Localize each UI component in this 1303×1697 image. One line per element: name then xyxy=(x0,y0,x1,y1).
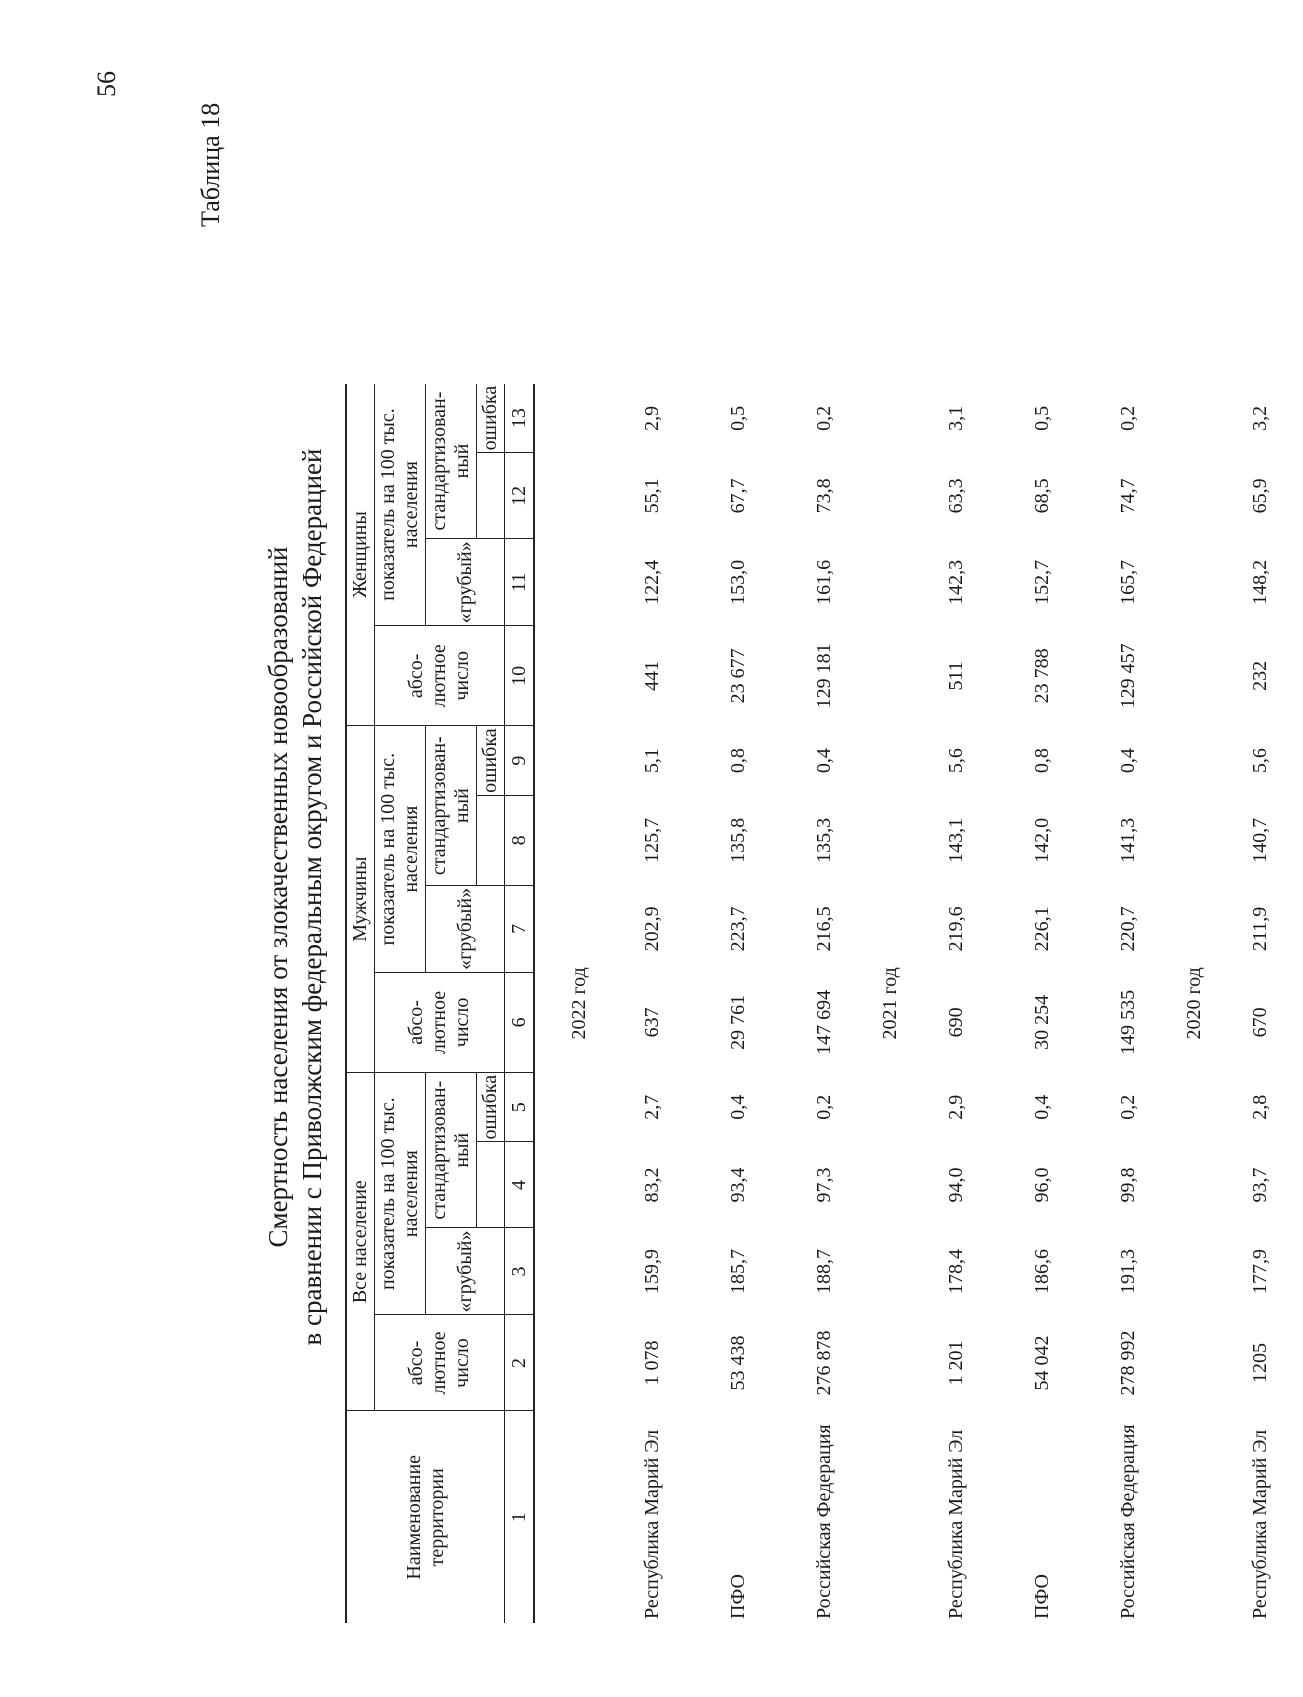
table-cell: 93,7 xyxy=(1248,1167,1271,1203)
column-number: 7 xyxy=(505,885,535,972)
table-cell: 0,2 xyxy=(1116,1094,1139,1120)
year-row xyxy=(1171,384,1217,1623)
table-cell: 0,5 xyxy=(726,405,749,431)
column-number: 1 xyxy=(505,1411,535,1623)
header-standardized: стандартизован- ный xyxy=(426,1072,477,1228)
table-cell: 211,9 xyxy=(1248,906,1271,952)
table-cell: 3,2 xyxy=(1248,405,1271,431)
table-cell: 177,9 xyxy=(1248,1249,1271,1294)
table-cell: 99,8 xyxy=(1116,1167,1139,1203)
table-cell: 30 254 xyxy=(1030,994,1053,1050)
table-cell: 147 694 xyxy=(812,989,835,1055)
territory-name: Республика Марий Эл xyxy=(1248,1429,1271,1619)
year-row xyxy=(867,384,913,1623)
table-row xyxy=(1085,384,1171,1623)
table-row xyxy=(781,384,867,1623)
table-label: Таблица 18 xyxy=(196,102,225,227)
table-cell: 93,4 xyxy=(726,1167,749,1203)
table-cell: 23 788 xyxy=(1030,648,1053,704)
territory-name: Российская Федерация xyxy=(812,1424,835,1619)
territory-name: Российская Федерация xyxy=(1116,1424,1139,1619)
table-cell: 3,1 xyxy=(944,405,967,431)
table-cell: 0,2 xyxy=(812,405,835,431)
header-absolute: абсо- лютное число xyxy=(375,972,505,1072)
header-error: ошибка xyxy=(477,726,505,796)
header-absolute: абсо- лютное число xyxy=(375,626,505,726)
table-title-line2: в сравнении с Приволжским федеральным округом и Российской Федерацией xyxy=(297,448,327,1346)
table-cell: 54 042 xyxy=(1030,1335,1053,1391)
table-cell: 74,7 xyxy=(1116,478,1139,514)
table-cell: 0,4 xyxy=(726,1094,749,1120)
table-cell: 135,8 xyxy=(726,817,749,863)
table-cell: 0,5 xyxy=(1030,405,1053,431)
table-cell: 0,8 xyxy=(726,748,749,774)
table-cell: 94,0 xyxy=(944,1167,967,1203)
table-cell: 159,9 xyxy=(640,1249,663,1294)
table-body xyxy=(534,384,1303,1623)
table-cell: 1 201 xyxy=(944,1340,967,1386)
header-blank xyxy=(477,453,505,539)
table-cell: 141,3 xyxy=(1116,817,1139,863)
column-number: 6 xyxy=(505,972,535,1072)
table-cell: 161,6 xyxy=(812,559,835,605)
table-cell: 29 761 xyxy=(726,994,749,1050)
table-cell: 140,7 xyxy=(1248,817,1271,863)
table-cell: 2,9 xyxy=(944,1094,967,1120)
header-standardized: стандартизован- ный xyxy=(426,384,477,539)
table-cell: 220,7 xyxy=(1116,906,1139,952)
column-number: 9 xyxy=(505,726,535,796)
header-group-men: Мужчины xyxy=(346,726,375,1073)
territory-name: Республика Марий Эл xyxy=(944,1429,967,1619)
territory-name: ПФО xyxy=(726,1574,749,1619)
table-cell: 68,5 xyxy=(1030,478,1053,514)
table-cell: 63,3 xyxy=(944,478,967,514)
table-cell: 2,7 xyxy=(640,1094,663,1120)
column-number: 11 xyxy=(505,539,535,626)
table-cell: 0,2 xyxy=(1116,405,1139,431)
table-cell: 153,0 xyxy=(726,559,749,605)
territory-name: Республика Марий Эл xyxy=(640,1429,663,1619)
table-cell: 191,3 xyxy=(1116,1249,1139,1294)
year-row xyxy=(534,384,609,1623)
table-title-line1: Смертность населения от злокачественных новообразований xyxy=(263,546,293,1248)
header-error: ошибка xyxy=(477,384,505,453)
table-cell: 670 xyxy=(1248,1007,1271,1038)
table-row xyxy=(609,384,695,1623)
table-cell: 142,0 xyxy=(1030,817,1053,863)
table-cell: 0,2 xyxy=(812,1094,835,1120)
table-cell: 149 535 xyxy=(1116,989,1139,1055)
table-cell: 97,3 xyxy=(812,1167,835,1203)
page-number: 56 xyxy=(92,71,121,97)
year-label: 2021 год xyxy=(878,967,901,1040)
table-cell: 278 992 xyxy=(1116,1330,1139,1396)
table-cell: 219,6 xyxy=(944,906,967,952)
table-cell: 23 677 xyxy=(726,648,749,704)
column-number: 10 xyxy=(505,626,535,726)
table-cell: 73,8 xyxy=(812,478,835,514)
table-cell: 142,3 xyxy=(944,559,967,605)
column-number: 12 xyxy=(505,453,535,539)
header-blank xyxy=(477,795,505,885)
column-number: 5 xyxy=(505,1072,535,1142)
header-error: ошибка xyxy=(477,1072,505,1142)
table-cell: 276 878 xyxy=(812,1330,835,1396)
table-cell: 441 xyxy=(640,660,663,691)
table-cell: 185,7 xyxy=(726,1249,749,1294)
year-label: 2022 год xyxy=(567,967,590,1040)
table-cell: 186,6 xyxy=(1030,1249,1053,1294)
header-rate: показатель на 100 тыс. населения xyxy=(375,726,426,973)
table-cell: 5,6 xyxy=(1248,748,1271,774)
table-cell: 53 438 xyxy=(726,1335,749,1391)
table-cell: 55,1 xyxy=(640,478,663,514)
column-number: 4 xyxy=(505,1142,535,1228)
column-number: 3 xyxy=(505,1228,535,1315)
table-cell: 143,1 xyxy=(944,817,967,863)
table-cell: 0,8 xyxy=(1030,748,1053,774)
header-crude: «грубый» xyxy=(426,1228,505,1315)
header-group-women: Женщины xyxy=(346,384,375,726)
table-cell: 1205 xyxy=(1248,1343,1271,1383)
table-cell: 135,3 xyxy=(812,817,835,863)
table-cell: 129 457 xyxy=(1116,643,1139,709)
header-absolute: абсо- лютное число xyxy=(375,1315,505,1411)
table-row xyxy=(999,384,1085,1623)
table-cell: 5,6 xyxy=(944,748,967,774)
table-cell: 129 181 xyxy=(812,643,835,709)
header-standardized: стандартизован- ный xyxy=(426,726,477,886)
table-cell: 67,7 xyxy=(726,478,749,514)
column-number: 2 xyxy=(505,1315,535,1411)
table-cell: 223,7 xyxy=(726,906,749,952)
table-cell: 152,7 xyxy=(1030,559,1053,605)
table-row xyxy=(913,384,999,1623)
table-row xyxy=(695,384,781,1623)
year-label: 2020 год xyxy=(1182,967,1205,1040)
table-cell: 2,9 xyxy=(640,405,663,431)
table-cell: 1 078 xyxy=(640,1340,663,1386)
table-cell: 216,5 xyxy=(812,906,835,952)
table-row xyxy=(1217,384,1303,1623)
table-cell: 226,1 xyxy=(1030,906,1053,952)
territory-name: ПФО xyxy=(1030,1574,1053,1619)
table-cell: 202,9 xyxy=(640,906,663,952)
table-cell: 122,4 xyxy=(640,559,663,605)
table-cell: 637 xyxy=(640,1007,663,1038)
header-crude: «грубый» xyxy=(426,539,505,626)
table-cell: 232 xyxy=(1248,660,1271,691)
table-cell: 0,4 xyxy=(1030,1094,1053,1120)
column-number: 8 xyxy=(505,795,535,885)
header-crude: «грубый» xyxy=(426,885,505,972)
table-cell: 0,4 xyxy=(1116,748,1139,774)
table-cell: 125,7 xyxy=(640,817,663,863)
table-cell: 165,7 xyxy=(1116,559,1139,605)
table-cell: 690 xyxy=(944,1007,967,1038)
column-number: 13 xyxy=(505,384,535,453)
table-cell: 148,2 xyxy=(1248,559,1271,605)
header-rate: показатель на 100 тыс. населения xyxy=(375,1072,426,1315)
table-cell: 96,0 xyxy=(1030,1167,1053,1203)
header-rate: показатель на 100 тыс. населения xyxy=(375,384,426,626)
mortality-table xyxy=(345,384,1303,1623)
table-cell: 5,1 xyxy=(640,748,663,774)
table-cell: 83,2 xyxy=(640,1167,663,1203)
table-cell: 65,9 xyxy=(1248,478,1271,514)
table-cell: 0,4 xyxy=(812,748,835,774)
table-cell: 188,7 xyxy=(812,1249,835,1294)
table-cell: 178,4 xyxy=(944,1249,967,1294)
table-cell: 2,8 xyxy=(1248,1094,1271,1120)
header-blank xyxy=(477,1142,505,1228)
header-group-all: Все население xyxy=(346,1072,375,1411)
table-cell: 511 xyxy=(944,661,967,691)
header-territory: Наименование территории xyxy=(346,1411,505,1623)
